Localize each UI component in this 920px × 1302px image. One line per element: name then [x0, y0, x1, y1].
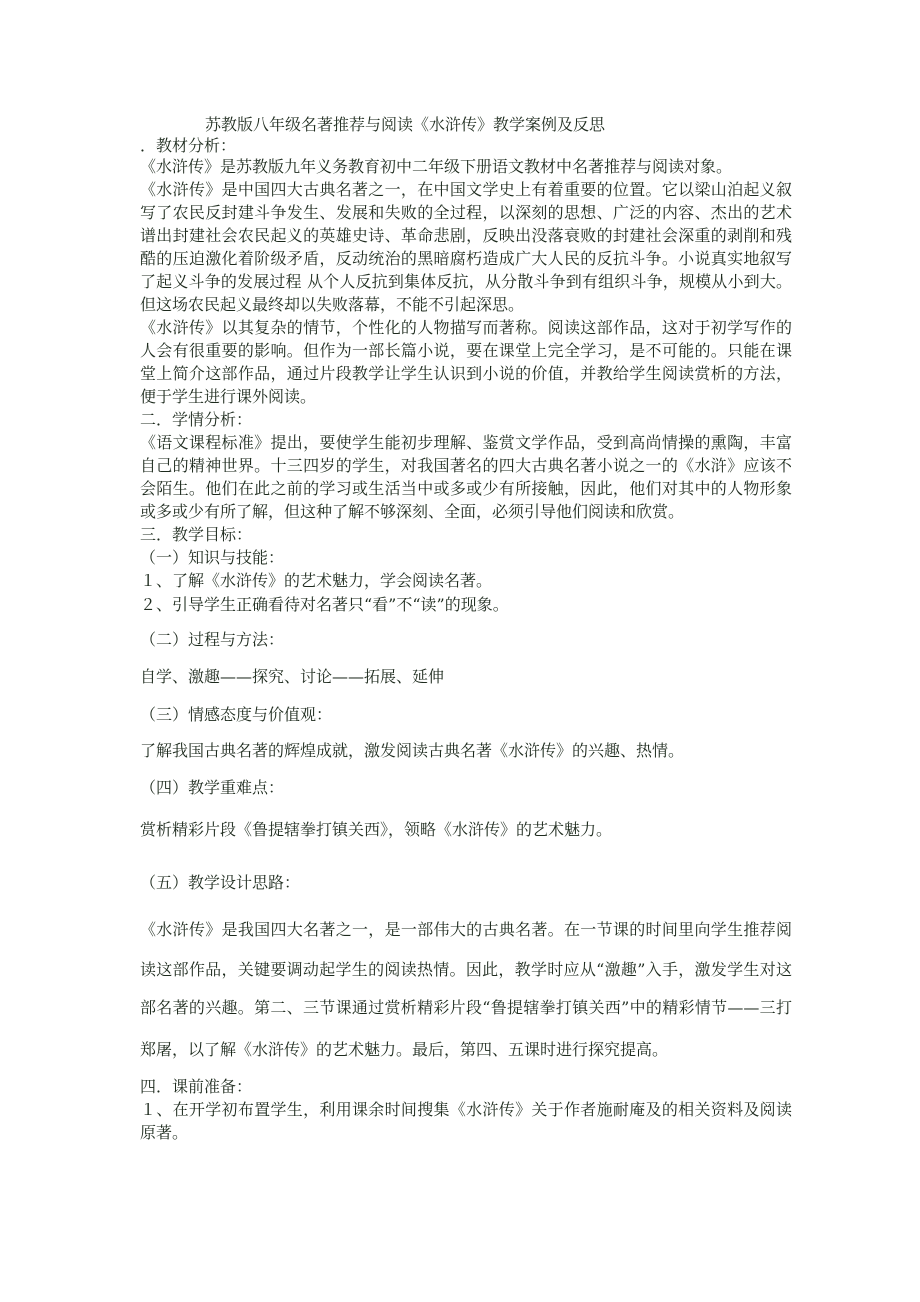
text-line: （四）教学重难点： — [140, 778, 285, 797]
text-line: 读这部作品，关键要调动起学生的阅读热情。因此，教学时应从“激趣”入手，激发学生对这 — [140, 960, 792, 979]
text-line: （一）知识与技能： — [140, 548, 285, 567]
text-line: 会陌生。他们在此之前的学习或生活当中或多或少有所接触，因此，他们对其中的人物形象 — [140, 479, 792, 498]
text-line: 谱出封建社会农民起义的英雄史诗、革命悲剧，反映出没落衰败的封建社会深重的剥削和残 — [140, 226, 792, 245]
text-line: 二．学情分析： — [140, 410, 253, 429]
text-line: 但这场农民起义最终却以失败落幕，不能不引起深思。 — [140, 295, 525, 314]
text-line: 了起义斗争的发展过程 从个人反抗到集体反抗，从分散斗争到有组织斗争，规模从小到大。 — [140, 272, 792, 291]
text-line: 《水浒传》是苏教版九年义务教育初中二年级下册语文教材中名著推荐与阅读对象。 — [140, 157, 733, 176]
text-line: 四．课前准备： — [140, 1077, 253, 1096]
text-line: （三）情感态度与价值观： — [140, 705, 333, 724]
text-line: 了解我国古典名著的辉煌成就，激发阅读古典名著《水浒传》的兴趣、热情。 — [140, 741, 685, 760]
text-line: 酷的压迫激化着阶级矛盾，反动统治的黑暗腐朽造成广大人民的反抗斗争。小说真实地叙写 — [140, 249, 792, 268]
text-line: 人会有很重要的影响。但作为一部长篇小说，要在课堂上完全学习，是不可能的。只能在课 — [140, 341, 792, 360]
text-line: 堂上简介这部作品，通过片段教学让学生认识到小说的价值，并教给学生阅读赏析的方法， — [140, 364, 792, 383]
text-line: 《水浒传》是我国四大名著之一，是一部伟大的古典名著。在一节课的时间里向学生推荐阅 — [140, 920, 792, 939]
text-line: 三．教学目标： — [140, 525, 253, 544]
text-line: ２、引导学生正确看待对名著只“看”不“读”的现象。 — [140, 595, 509, 614]
document-title: 苏教版八年级名著推荐与阅读《水浒传》教学案例及反思 — [205, 115, 606, 134]
text-line: 部名著的兴趣。第二、三节课通过赏析精彩片段“鲁提辖拳打镇关西”中的精彩情节——三打 — [140, 998, 792, 1017]
text-line: 《语文课程标准》提出，要使学生能初步理解、鉴赏文学作品，受到高尚情操的熏陶，丰富 — [140, 433, 792, 452]
text-line: 自学、激趣——探究、讨论——拓展、延伸 — [140, 667, 445, 686]
text-line: 赏析精彩片段《鲁提辖拳打镇关西》，领略《水浒传》的艺术魅力。 — [140, 820, 613, 839]
text-line: （二）过程与方法： — [140, 630, 285, 649]
text-line: 原著。 — [140, 1123, 189, 1142]
text-line: ．教材分析： — [140, 136, 237, 155]
text-line: 写了农民反封建斗争发生、发展和失败的全过程，以深刻的思想、广泛的内容、杰出的艺术 — [140, 203, 792, 222]
text-line: 《水浒传》以其复杂的情节，个性化的人物描写而著称。阅读这部作品，这对于初学写作的 — [140, 318, 792, 337]
text-line: 郑屠，以了解《水浒传》的艺术魅力。最后，第四、五课时进行探究提高。 — [140, 1040, 669, 1059]
text-line: 便于学生进行课外阅读。 — [140, 387, 317, 406]
text-line: 自己的精神世界。十三四岁的学生，对我国著名的四大古典名著小说之一的《水浒》应该不 — [140, 456, 792, 475]
text-line: （五）教学设计思路： — [140, 873, 301, 892]
text-line: 《水浒传》是中国四大古典名著之一，在中国文学史上有着重要的位置。它以梁山泊起义叙 — [140, 180, 792, 199]
text-line: 或多或少有所了解，但这种了解不够深刻、全面，必须引导他们阅读和欣赏。 — [140, 502, 685, 521]
text-line: １、了解《水浒传》的艺术魅力，学会阅读名著。 — [140, 571, 493, 590]
text-line: １、在开学初布置学生，利用课余时间搜集《水浒传》关于作者施耐庵及的相关资料及阅读 — [140, 1100, 792, 1119]
